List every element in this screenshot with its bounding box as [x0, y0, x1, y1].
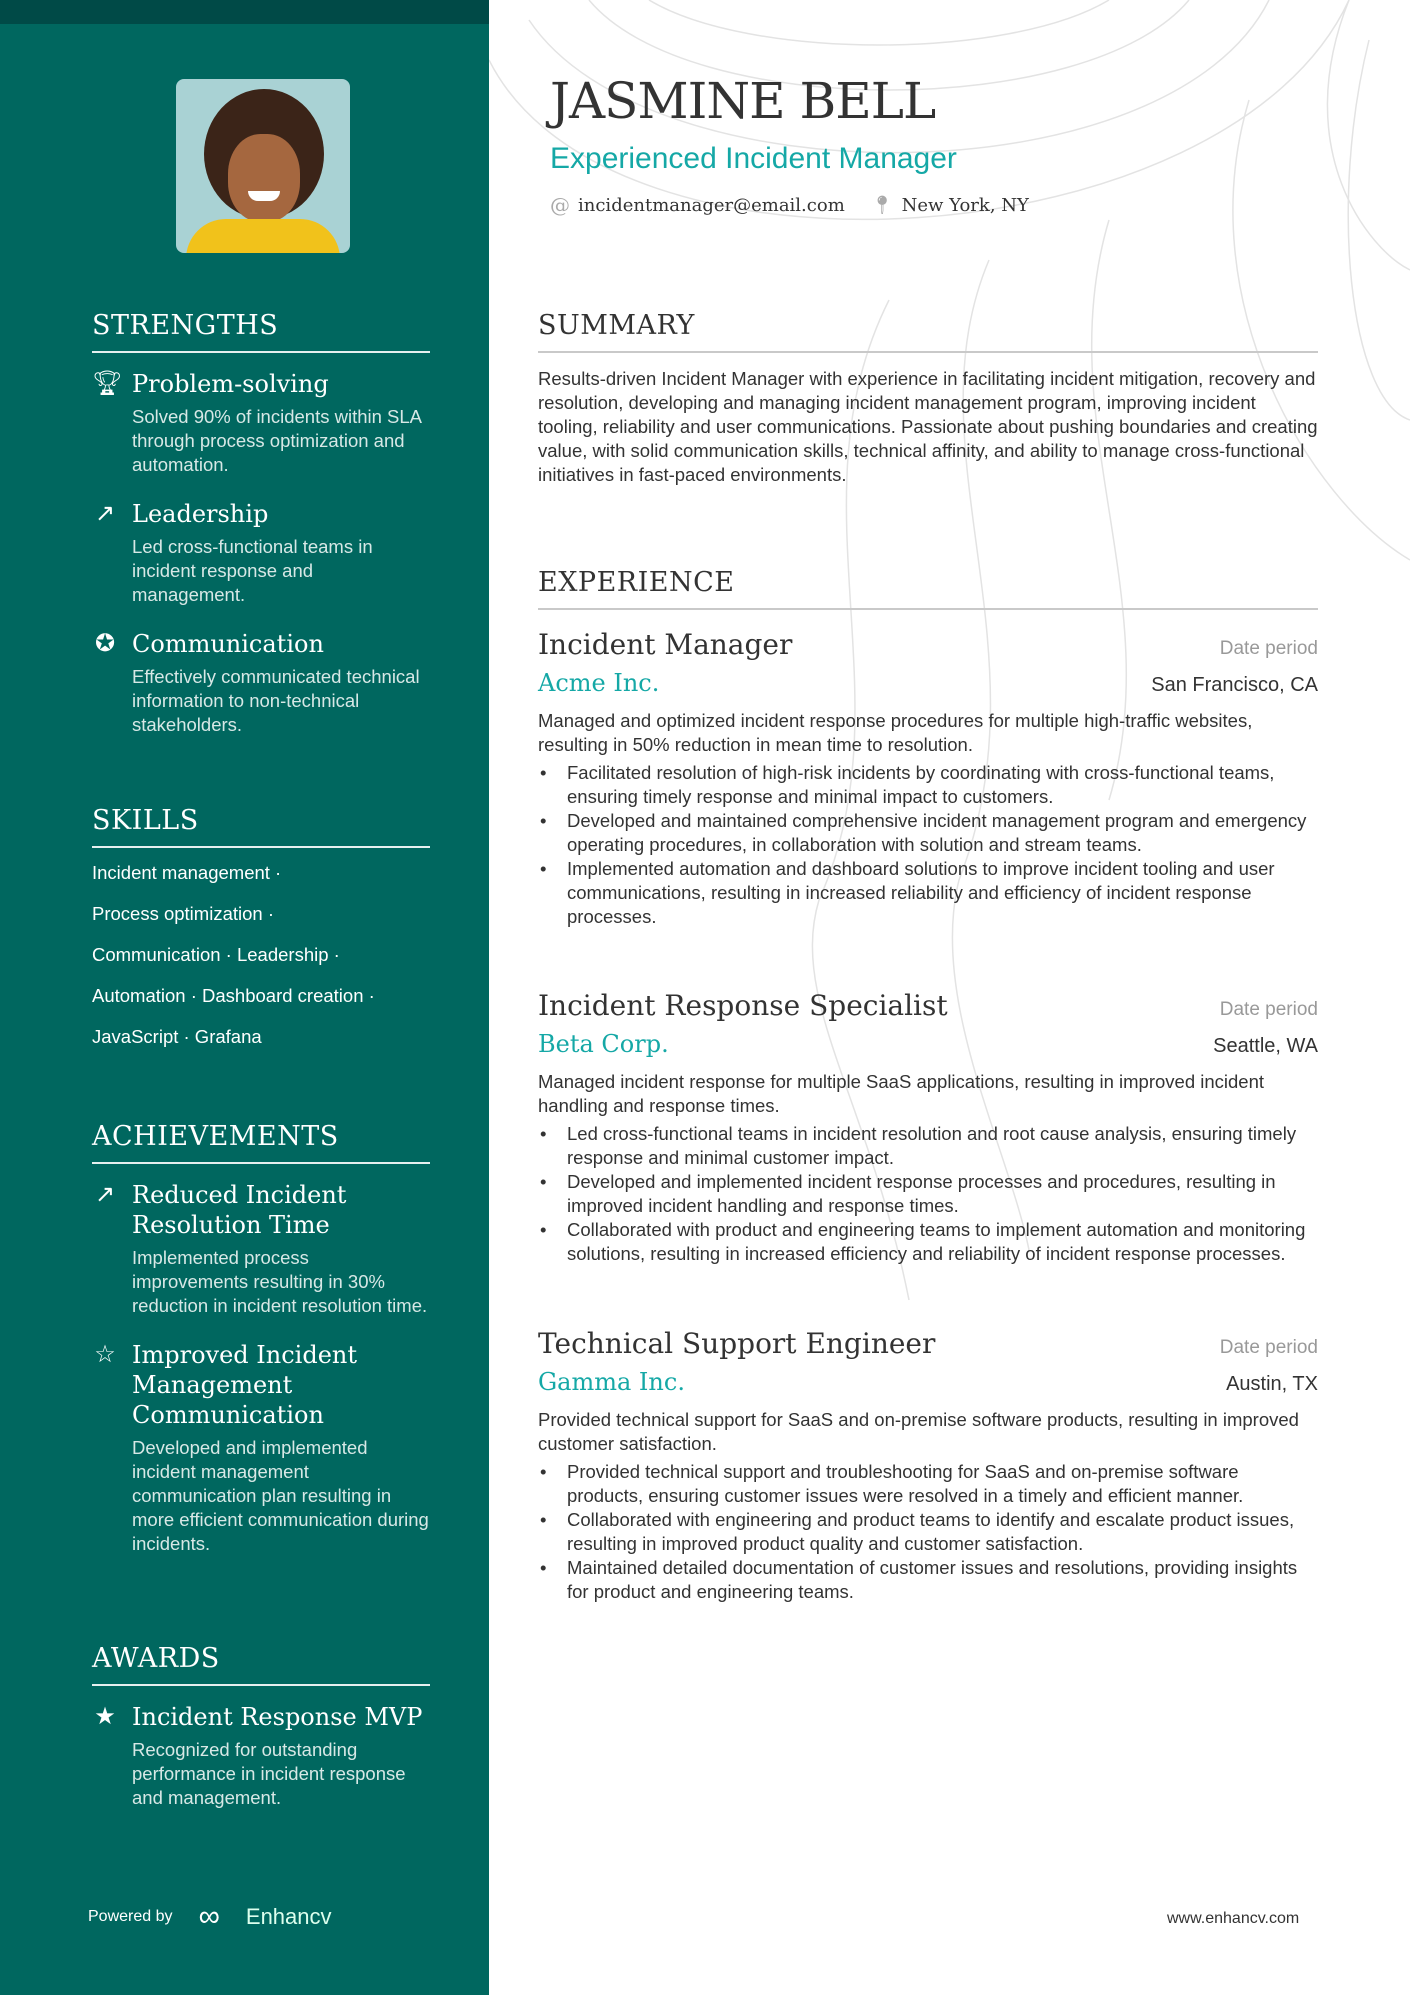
- growth-icon: ↗: [94, 500, 116, 527]
- bullet: • Collaborated with product and engineering teams to implement automation and monitoring solutions, resulting in increased efficiency and reliability of incident response processes.: [538, 1218, 1318, 1266]
- job-summary: Managed incident response for multiple SaaS applications, resulting in improved incident handling and response times.: [538, 1071, 1265, 1116]
- summary-heading: SUMMARY: [538, 310, 695, 341]
- skill-line: Automation · Dashboard creation ·: [92, 985, 375, 1006]
- job-summary: Managed and optimized incident response procedures for multiple high-traffic websites, resulting in 50% reduction in mean time to resolution.: [538, 710, 1253, 755]
- award-desc: Recognized for outstanding performance in incident response and management.: [132, 1739, 406, 1808]
- achievement-item: [92, 1340, 430, 1556]
- job-location: Seattle, WA: [1213, 1035, 1318, 1057]
- email[interactable]: incidentmanager@email.com: [578, 194, 845, 216]
- photo-face: [228, 134, 300, 222]
- achievement-title: Reduced Incident Resolution Time: [132, 1181, 347, 1239]
- location: New York, NY: [901, 194, 1029, 216]
- trophy-icon: 🏆︎: [92, 370, 123, 397]
- candidate-name: JASMINE BELL: [550, 72, 936, 130]
- job-date: Date period: [1219, 1337, 1318, 1358]
- strength-desc: Effectively communicated technical information to non-technical stakeholders.: [132, 666, 420, 735]
- bullet: • Developed and maintained comprehensive incident management program and emergency operating procedures, in collaboration with solution and stream teams.: [538, 809, 1318, 857]
- growth-icon: ↗: [94, 1181, 116, 1208]
- strength-desc: Solved 90% of incidents within SLA through process optimization and automation.: [132, 406, 421, 475]
- strength-item: [92, 499, 430, 607]
- summary-section: [538, 310, 1318, 487]
- experience-heading-block: [538, 567, 1318, 610]
- job-header: [538, 628, 1318, 661]
- strengths-section: [92, 310, 430, 737]
- company-row: [538, 1368, 1318, 1396]
- powered-by: [88, 1900, 332, 1933]
- sidebar-top-band: [0, 0, 489, 24]
- job-header: [538, 989, 1318, 1022]
- star-outline-icon: ☆: [94, 1341, 116, 1368]
- experience-entry: [538, 989, 1318, 1266]
- awards-heading: AWARDS: [92, 1643, 220, 1674]
- at-icon: @: [550, 193, 570, 217]
- job-date: Date period: [1219, 638, 1318, 659]
- job-bullets: [538, 1460, 1318, 1604]
- divider: [538, 608, 1318, 610]
- job-role: Incident Response Specialist: [538, 989, 948, 1022]
- skills-section: [92, 805, 430, 1057]
- job-summary: Provided technical support for SaaS and on-premise software products, resulting in improved customer satisfaction.: [538, 1409, 1299, 1454]
- powered-by-label: Powered by: [88, 1908, 173, 1925]
- job-location: San Francisco, CA: [1151, 674, 1318, 696]
- job-bullets: [538, 761, 1318, 929]
- job-role: Incident Manager: [538, 628, 793, 661]
- star-icon: ★: [94, 1703, 116, 1730]
- enhancv-brand[interactable]: Enhancv: [245, 1904, 332, 1929]
- photo-sweater: [186, 219, 340, 253]
- achievement-title: Improved Incident Management Communication: [132, 1341, 357, 1429]
- bullet: • Collaborated with engineering and product teams to identify and escalate product issues, resulting in improved product quality and customer satisfaction.: [538, 1508, 1318, 1556]
- job-title: Experienced Incident Manager: [550, 142, 957, 175]
- job-location: Austin, TX: [1226, 1373, 1318, 1395]
- strength-desc: Led cross-functional teams in incident response and management.: [132, 536, 373, 605]
- bullet: • Developed and implemented incident response processes and procedures, resulting in improved incident handling and response times.: [538, 1170, 1318, 1218]
- award-icon: ✪: [94, 630, 116, 657]
- company-row: [538, 669, 1318, 697]
- skill-line: Incident management ·: [92, 862, 282, 883]
- divider: [92, 846, 430, 848]
- strength-title: Communication: [132, 630, 324, 658]
- strength-item: [92, 629, 430, 737]
- awards-section: [92, 1643, 430, 1810]
- location-pin-icon: 📍︎: [870, 194, 894, 216]
- company-name: Beta Corp.: [538, 1030, 669, 1058]
- award-title: Incident Response MVP: [132, 1703, 423, 1731]
- strength-title: Problem-solving: [132, 370, 329, 398]
- achievements-heading: ACHIEVEMENTS: [92, 1121, 339, 1152]
- contact-row: [550, 193, 1029, 217]
- job-header: [538, 1327, 1318, 1360]
- company-row: [538, 1030, 1318, 1058]
- achievement-desc: Implemented process improvements resulting in 30% reduction in incident resolution time.: [132, 1247, 428, 1316]
- experience-entry: [538, 1327, 1318, 1604]
- bullet: • Facilitated resolution of high-risk incidents by coordinating with cross-functional teams, ensuring timely response and minimal impact to customers.: [538, 761, 1318, 809]
- job-role: Technical Support Engineer: [538, 1327, 936, 1360]
- bullet: • Implemented automation and dashboard solutions to improve incident tooling and user communications, resulting in increased reliability and efficiency of incident response processes.: [538, 857, 1318, 929]
- achievement-item: [92, 1180, 430, 1318]
- divider: [92, 351, 430, 353]
- skill-line: Process optimization ·: [92, 903, 274, 924]
- skill-line: Communication · Leadership ·: [92, 944, 340, 965]
- photo-smile: [248, 191, 280, 201]
- job-date: Date period: [1219, 999, 1318, 1020]
- experience-heading: EXPERIENCE: [538, 567, 735, 598]
- profile-photo: [176, 79, 350, 253]
- strengths-heading: STRENGTHS: [92, 310, 279, 341]
- award-item: [92, 1702, 430, 1810]
- bullet: • Maintained detailed documentation of customer issues and resolutions, providing insights for product and engineering teams.: [538, 1556, 1318, 1604]
- summary-text: Results-driven Incident Manager with experience in facilitating incident mitigation, recovery and resolution, developing and managing incident management program, improving incident tooling, reliability and user communications. Passionate about pushing boundaries and creating value, with solid communication skills, technical affinity, and ability to manage cross-functional initiatives in fast-paced environments.: [538, 368, 1318, 485]
- bullet: • Led cross-functional teams in incident resolution and root cause analysis, ensuring timely response and minimal customer impact.: [538, 1122, 1318, 1170]
- achievements-section: [92, 1121, 430, 1556]
- skills-heading: SKILLS: [92, 805, 199, 836]
- company-name: Gamma Inc.: [538, 1368, 685, 1396]
- skill-line: JavaScript · Grafana: [92, 1026, 262, 1047]
- strength-title: Leadership: [132, 500, 269, 528]
- strength-item: [92, 369, 430, 477]
- bullet: • Provided technical support and troubleshooting for SaaS and on-premise software products, ensuring customer issues were resolved in a timely and efficient manner.: [538, 1460, 1318, 1508]
- enhancv-logo-icon: ∞: [198, 1900, 220, 1933]
- job-bullets: [538, 1122, 1318, 1266]
- company-name: Acme Inc.: [538, 669, 660, 697]
- achievement-desc: Developed and implemented incident management communication plan resulting in more efficient communication during incidents.: [132, 1437, 429, 1554]
- footer-url[interactable]: www.enhancv.com: [1167, 1910, 1300, 1927]
- experience-entry: [538, 628, 1318, 929]
- divider: [92, 1162, 430, 1164]
- divider: [92, 1684, 430, 1686]
- divider: [538, 351, 1318, 353]
